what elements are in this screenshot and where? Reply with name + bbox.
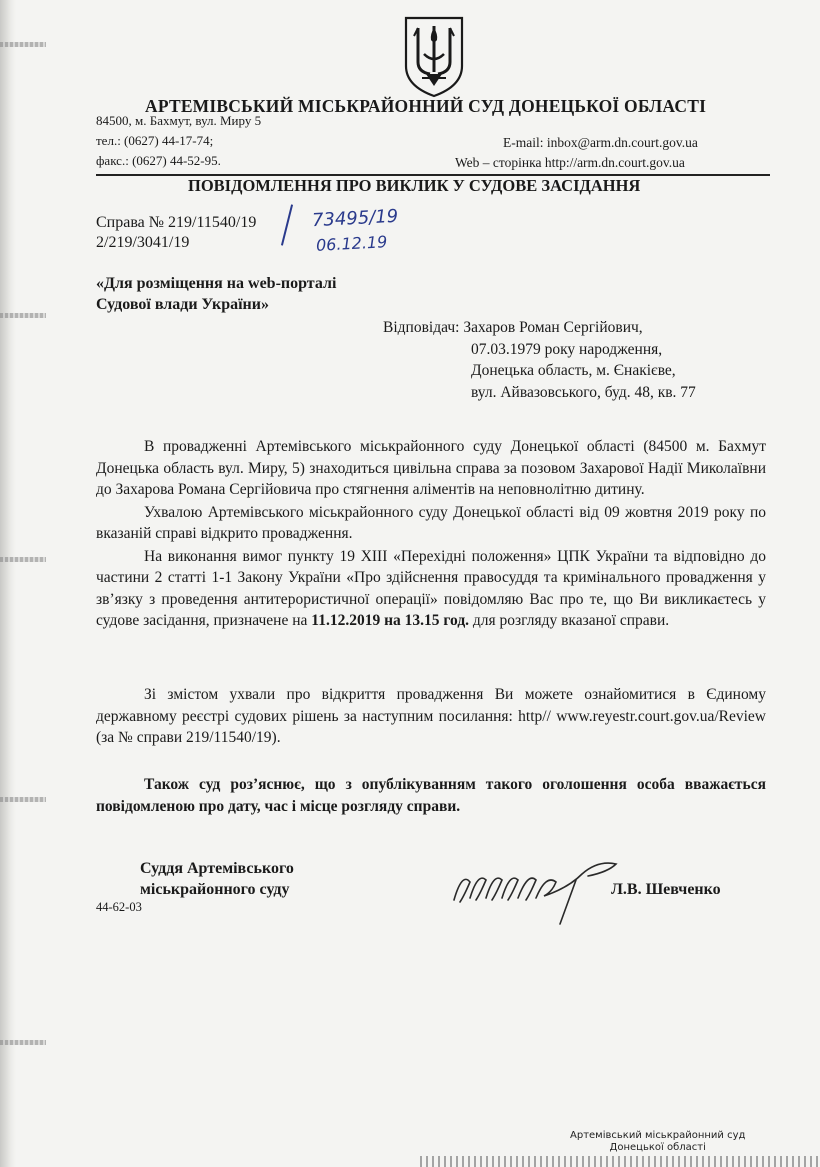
- court-website: Web – сторінка http://arm.dn.court.gov.ua: [455, 155, 685, 170]
- portal-note-line: «Для розміщення на web-порталі: [96, 275, 337, 292]
- scan-artifact: [0, 1040, 46, 1045]
- judge-signature: [448, 852, 626, 932]
- body-paragraph-3-text: На виконання вимог пункту 19 ХІІІ «Перехідні положення» ЦПК України та відповідно до частини 2 статті 1-1 Закону України «Про здійснення правосуддя та кримінального провадження у зв’язку з проведення антитерористичної операції» повідомляю Вас про те, що Ви викликаєтесь у судове засідання, призначене на: [96, 547, 766, 629]
- judge-title: [140, 858, 294, 900]
- court-email: E-mail: inbox@arm.dn.court.gov.ua: [503, 135, 698, 150]
- portal-note-line: Судової влади України»: [96, 296, 269, 313]
- judge-phone: 44-62-03: [96, 900, 142, 914]
- handwritten-registration-number: 73495/19: [311, 205, 399, 232]
- hearing-datetime: 11.12.2019 на 13.15 год.: [311, 612, 470, 629]
- handwritten-slash: [281, 204, 293, 245]
- clarification-paragraph: [96, 774, 766, 817]
- defendant-name-line: [383, 317, 696, 339]
- body-paragraph-4: Зі змістом ухвали про відкриття провадження Ви можете ознайомитися в Єдиному державному реєстрі судових рішень за наступним посилання: http// www.reyestr.court.gov.ua/Review (за № справи 219/11540/19).: [96, 686, 766, 746]
- body-paragraph-2: Ухвалою Артемівського міськрайонного суду Донецької області від 09 жовтня 2019 року по вказаній справі відкрито провадження.: [96, 503, 766, 542]
- notice-body: [96, 436, 766, 632]
- trident-emblem-icon: [400, 14, 468, 100]
- court-name: АРТЕМІВСЬКИЙ МІСЬКРАЙОННИЙ СУД ДОНЕЦЬКОЇ ОБЛАСТІ: [145, 96, 707, 116]
- defendant-block: [383, 317, 696, 403]
- registry-paragraph: [96, 684, 766, 749]
- judge-title-line: Суддя Артемівського: [140, 860, 294, 877]
- judge-title-line: міськрайонного суду: [140, 881, 290, 898]
- handwritten-date: 06.12.19: [315, 232, 388, 255]
- court-stamp: [570, 1130, 745, 1154]
- scan-artifact: [0, 557, 46, 562]
- court-phone: тел.: (0627) 44-17-74;: [96, 133, 214, 148]
- scan-artifact: [0, 797, 46, 802]
- stamp-line: Донецької області: [609, 1142, 706, 1153]
- document-title: ПОВІДОМЛЕННЯ ПРО ВИКЛИК У СУДОВЕ ЗАСІДАННЯ: [188, 176, 641, 195]
- stamp-line: Артемівський міськрайонний суд: [570, 1130, 746, 1141]
- defendant-label: Відповідач:: [383, 319, 460, 336]
- proceeding-number: 2/219/3041/19: [96, 234, 190, 251]
- court-fax: факс.: (0627) 44-52-95.: [96, 153, 221, 168]
- defendant-region: Донецька область, м. Єнакієве,: [471, 362, 676, 379]
- scan-artifact: [0, 42, 46, 47]
- case-number: Справа № 219/11540/19: [96, 214, 257, 231]
- portal-note: [96, 273, 336, 315]
- defendant-street: вул. Айвазовського, буд. 48, кв. 77: [471, 383, 696, 401]
- body-paragraph-3: [96, 546, 766, 632]
- court-address: 84500, м. Бахмут, вул. Миру 5: [96, 113, 262, 128]
- body-paragraph-1: В провадженні Артемівського міськрайонного суду Донецької області (84500 м. Бахмут Донецька область вул. Миру, 5) знаходиться цивільна справа за позовом Захарової Надії Миколаївни до Захарова Романа Сергійовича про стягнення аліментів на неповнолітню дитину.: [96, 438, 766, 498]
- scan-barcode-strip: [420, 1156, 820, 1167]
- scan-artifact: [0, 313, 46, 318]
- defendant-birth: 07.03.1979 року народження,: [471, 340, 663, 358]
- body-paragraph-3-end: для розгляду вказаної справи.: [472, 612, 670, 629]
- defendant-name: Захаров Роман Сергійович,: [463, 319, 643, 336]
- judge-name: Л.В. Шевченко: [611, 881, 721, 898]
- body-paragraph-5: Також суд роз’яснює, що з опублікуванням такого оголошення особа вважається повідомленою про дату, час і місце розгляду справи.: [96, 776, 766, 815]
